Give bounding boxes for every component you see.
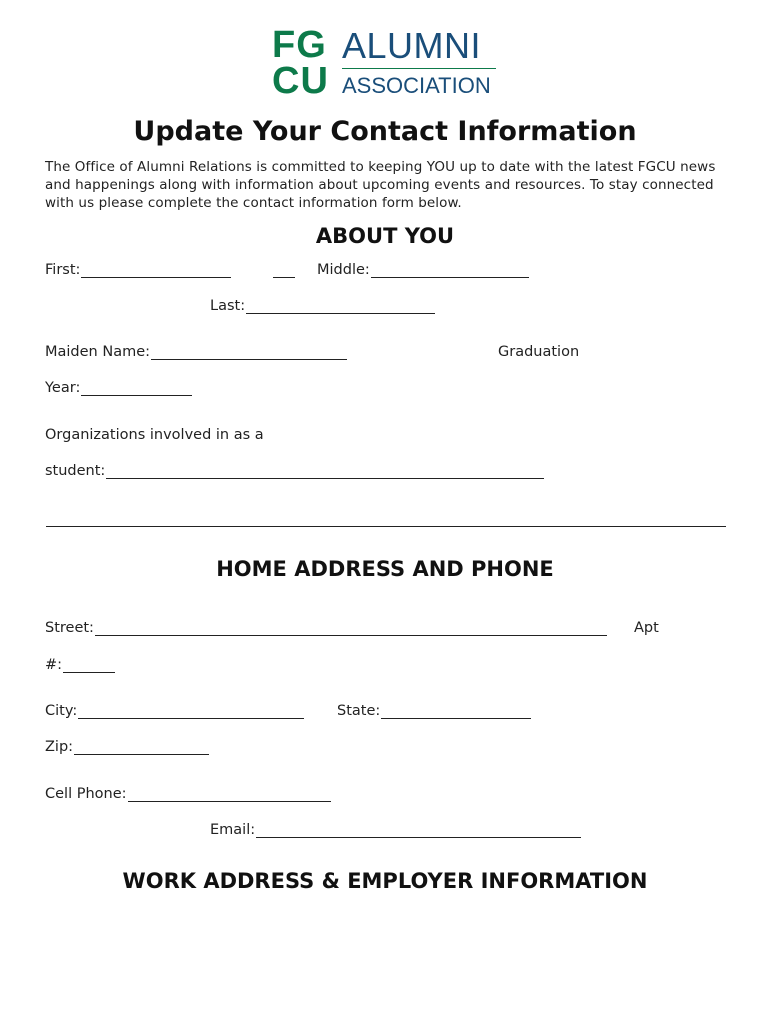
email-field[interactable] — [210, 822, 581, 838]
apt-label: Apt — [634, 620, 659, 636]
year-label: Year: — [45, 380, 81, 396]
state-field[interactable] — [337, 703, 531, 719]
maiden-name-field[interactable] — [45, 344, 347, 360]
logo-association: ASSOCIATION — [342, 73, 491, 98]
logo-fg: FG — [272, 24, 327, 66]
fgcu-alumni-logo — [272, 24, 502, 102]
zip-blank[interactable] — [74, 739, 209, 755]
cell-phone-label: Cell Phone: — [45, 786, 127, 802]
apt-number-blank[interactable] — [63, 657, 115, 673]
first-extra-blank[interactable] — [273, 262, 295, 278]
city-field[interactable] — [45, 703, 304, 719]
last-blank[interactable] — [246, 298, 435, 314]
street-blank[interactable] — [95, 620, 607, 636]
zip-field[interactable] — [45, 739, 209, 755]
maiden-blank[interactable] — [151, 344, 347, 360]
home-address-heading: HOME ADDRESS AND PHONE — [216, 557, 554, 581]
logo-cu: CU — [272, 60, 329, 102]
logo-divider — [342, 68, 496, 69]
middle-blank[interactable] — [371, 262, 529, 278]
year-blank[interactable] — [81, 380, 192, 396]
city-label: City: — [45, 703, 78, 719]
organizations-extra-line[interactable] — [46, 526, 726, 527]
graduation-label: Graduation — [498, 344, 580, 360]
street-field[interactable] — [45, 620, 607, 636]
zip-label: Zip: — [45, 739, 74, 755]
cell-phone-blank[interactable] — [128, 786, 331, 802]
first-extra-blank-field[interactable] — [272, 262, 295, 278]
cell-phone-field[interactable] — [45, 786, 331, 802]
graduation-year-field[interactable] — [45, 380, 192, 396]
state-label: State: — [337, 703, 381, 719]
maiden-label: Maiden Name: — [45, 344, 151, 360]
middle-name-field[interactable] — [317, 262, 529, 278]
first-label: First: — [45, 262, 81, 278]
intro-text: The Office of Alumni Relations is committed to keeping YOU up to date with the latest FGCU news and happenings along with information about upcoming events and resources. To stay connected with us please complete the contact information form below. — [45, 159, 716, 211]
organizations-blank[interactable] — [106, 463, 544, 479]
last-name-field[interactable] — [210, 298, 435, 314]
first-name-field[interactable] — [45, 262, 231, 278]
apt-number-field[interactable] — [45, 657, 115, 673]
state-blank[interactable] — [381, 703, 531, 719]
apt-number-label: #: — [45, 657, 63, 673]
about-you-heading: ABOUT YOU — [315, 224, 455, 248]
organizations-label: Organizations involved in as a — [45, 427, 264, 443]
logo-alumni: ALUMNI — [342, 25, 482, 66]
work-address-heading: WORK ADDRESS & EMPLOYER INFORMATION — [122, 869, 648, 893]
first-blank[interactable] — [81, 262, 231, 278]
page-title: Update Your Contact Information — [133, 116, 637, 147]
last-label: Last: — [210, 298, 246, 314]
middle-label: Middle: — [317, 262, 370, 278]
city-blank[interactable] — [78, 703, 304, 719]
organizations-field[interactable] — [45, 463, 544, 479]
student-label: student: — [45, 463, 106, 479]
street-label: Street: — [45, 620, 94, 636]
email-label: Email: — [210, 822, 256, 838]
email-blank[interactable] — [256, 822, 581, 838]
